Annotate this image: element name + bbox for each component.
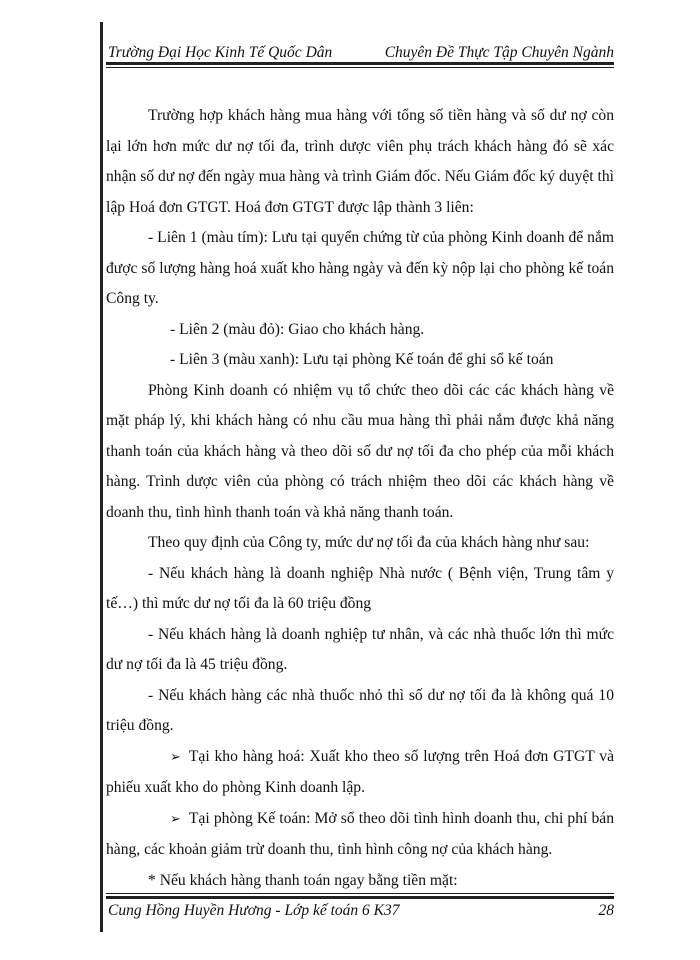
accounting-text: Tại phòng Kế toán: Mở sổ theo dõi tình hình doanh thu, chi phí bán hàng, các khoản giảm trừ doanh thu, tình hình công nợ của khách hàng. xyxy=(106,809,614,858)
list-item-accounting xyxy=(106,804,614,866)
footer-divider-thin xyxy=(106,893,614,894)
list-item-lien-3: - Liên 3 (màu xanh): Lưu tại phòng Kế toán để ghi sổ kế toán xyxy=(170,351,554,368)
arrow-bullet-icon: ➢ xyxy=(170,749,181,765)
list-item-state-enterprise: - Nếu khách hàng là doanh nghiệp Nhà nước ( Bệnh viện, Trung tâm y tế…) thì mức dư nợ tối đa là 60 triệu đồng xyxy=(106,564,614,612)
footer-divider xyxy=(106,896,614,899)
header-report-title: Chuyên Đề Thực Tập Chuyên Ngành xyxy=(384,44,614,61)
paragraph-sales-department: Phòng Kinh doanh có nhiệm vụ tổ chức theo dõi các các khách hàng về mặt pháp lý, khi khách hàng có nhu cầu mua hàng thì phải nắm được khả năng thanh toán của khách hàng và theo dõi số dư nợ tối đa cho phép của mỗi khách hàng. Trình dược viên của phòng có trách nhiệm theo dõi các khách hàng về doanh thu, tình hình thanh toán và khả năng thanh toán. xyxy=(106,381,614,521)
list-item-warehouse xyxy=(106,742,614,804)
list-item-lien-1: - Liên 1 (màu tím): Lưu tại quyển chứng từ của phòng Kinh doanh để nắm được số lượng hàng hoá xuất kho hàng ngày và đến kỳ nộp lại cho phòng kế toán Công ty. xyxy=(106,229,614,307)
header-divider xyxy=(106,62,614,65)
paragraph-policy: Theo quy định của Công ty, mức dư nợ tối đa của khách hàng như sau: xyxy=(148,534,590,551)
paragraph-cash-payment: * Nếu khách hàng thanh toán ngay bằng tiền mặt: xyxy=(148,871,458,889)
paragraph-credit-limit: Trường hợp khách hàng mua hàng với tổng số tiền hàng và số dư nợ còn lại lớn hơn mức dư nợ tối đa, trình dược viên phụ trách khách hàng đó sẽ xác nhận số dư nợ đến ngày mua hàng và trình Giám đốc. Nếu Giám đốc ký duyệt thì lập Hoá đơn GTGT. Hoá đơn GTGT được lập thành 3 liên: xyxy=(106,107,614,216)
list-item-lien-2: - Liên 2 (màu đỏ): Giao cho khách hàng. xyxy=(170,320,425,338)
footer-author: Cung Hồng Huyền Hương - Lớp kế toán 6 K37 xyxy=(108,902,400,919)
arrow-bullet-icon: ➢ xyxy=(170,811,181,827)
header-university: Trường Đại Học Kinh Tế Quốc Dân xyxy=(108,44,333,61)
list-item-small-pharmacy: - Nếu khách hàng các nhà thuốc nhỏ thì số dư nợ tối đa là không quá 10 triệu đồng. xyxy=(106,686,614,734)
warehouse-text: Tại kho hàng hoá: Xuất kho theo số lượng trên Hoá đơn GTGT và phiếu xuất kho do phòng Kinh doanh lập. xyxy=(106,747,614,796)
header-divider-thin xyxy=(106,67,614,68)
page-border-left xyxy=(100,22,103,932)
page-number: 28 xyxy=(598,902,614,919)
page-header xyxy=(106,30,614,60)
page-body xyxy=(106,101,614,896)
list-item-private-enterprise: - Nếu khách hàng là doanh nghiệp tư nhân, và các nhà thuốc lớn thì mức dư nợ tối đa là 45 triệu đồng. xyxy=(106,625,614,673)
